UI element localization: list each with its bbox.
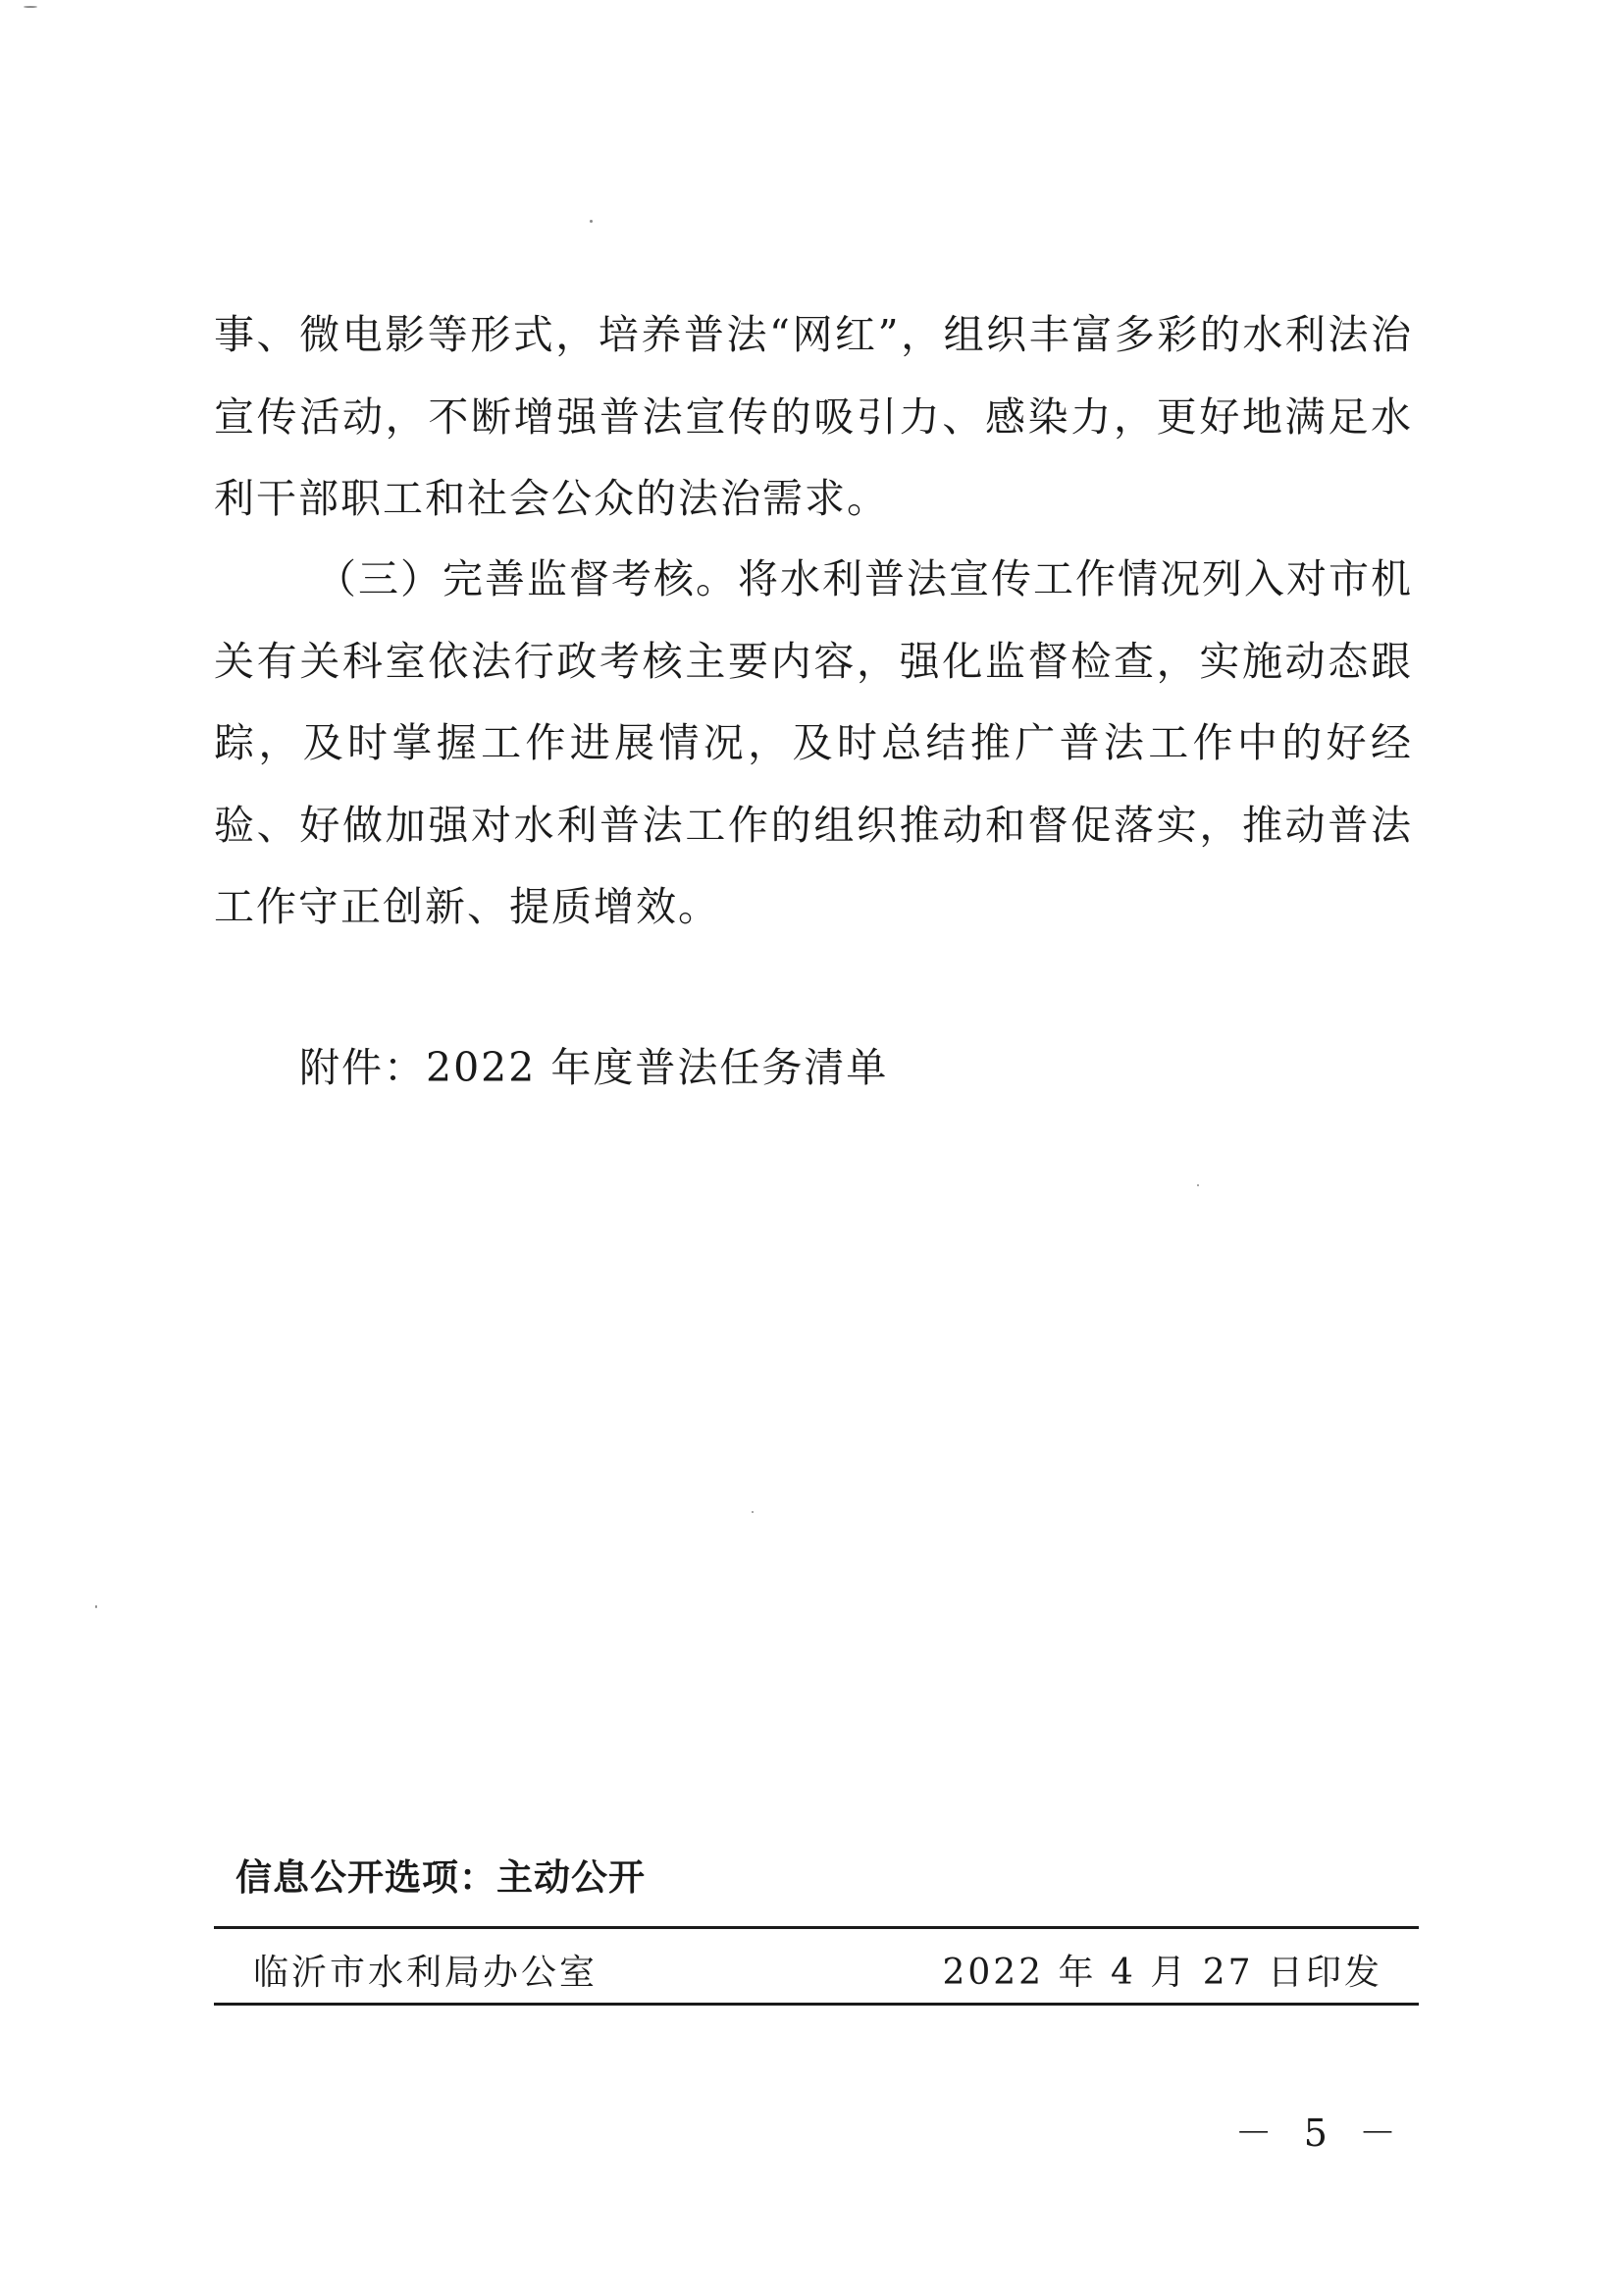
body-paragraph: 事、微电影等形式，培养普法“网红”，组织丰富多彩的水利法治宣传活动，不断增强普法宣传的吸引力、感染力，更好地满足水利干部职工和社会公众的法治需求。 bbox=[214, 311, 1413, 522]
issuer-name: 临沂市水利局办公室 bbox=[253, 1953, 599, 1993]
scan-speck bbox=[590, 220, 593, 223]
disclosure-option: 信息公开选项：主动公开 bbox=[235, 1856, 646, 1899]
body-paragraph-supervision: （三）完善监督考核。将水利普法宣传工作情况列入对市机关有关科室依法行政考核主要内容，强化监督检查，实施动态跟踪，及时掌握工作进展情况，及时总结推广普法工作中的好经验、好做加强对水利普法工作的组织推动和督促落实，推动普法工作守正创新、提质增效。 bbox=[214, 555, 1413, 930]
scan-speck bbox=[752, 1511, 754, 1513]
footer-rule-bottom bbox=[214, 2003, 1419, 2006]
footer-rule-top bbox=[214, 1926, 1419, 1929]
page-number: － 5 － bbox=[1234, 2112, 1406, 2155]
scan-speck bbox=[24, 6, 37, 8]
issue-date: 2022 年 4 月 27 日印发 bbox=[942, 1953, 1382, 1993]
scan-speck bbox=[1197, 1184, 1199, 1186]
scan-speck bbox=[95, 1605, 97, 1608]
attachment-line: 附件：2022 年度普法任务清单 bbox=[299, 1044, 889, 1091]
